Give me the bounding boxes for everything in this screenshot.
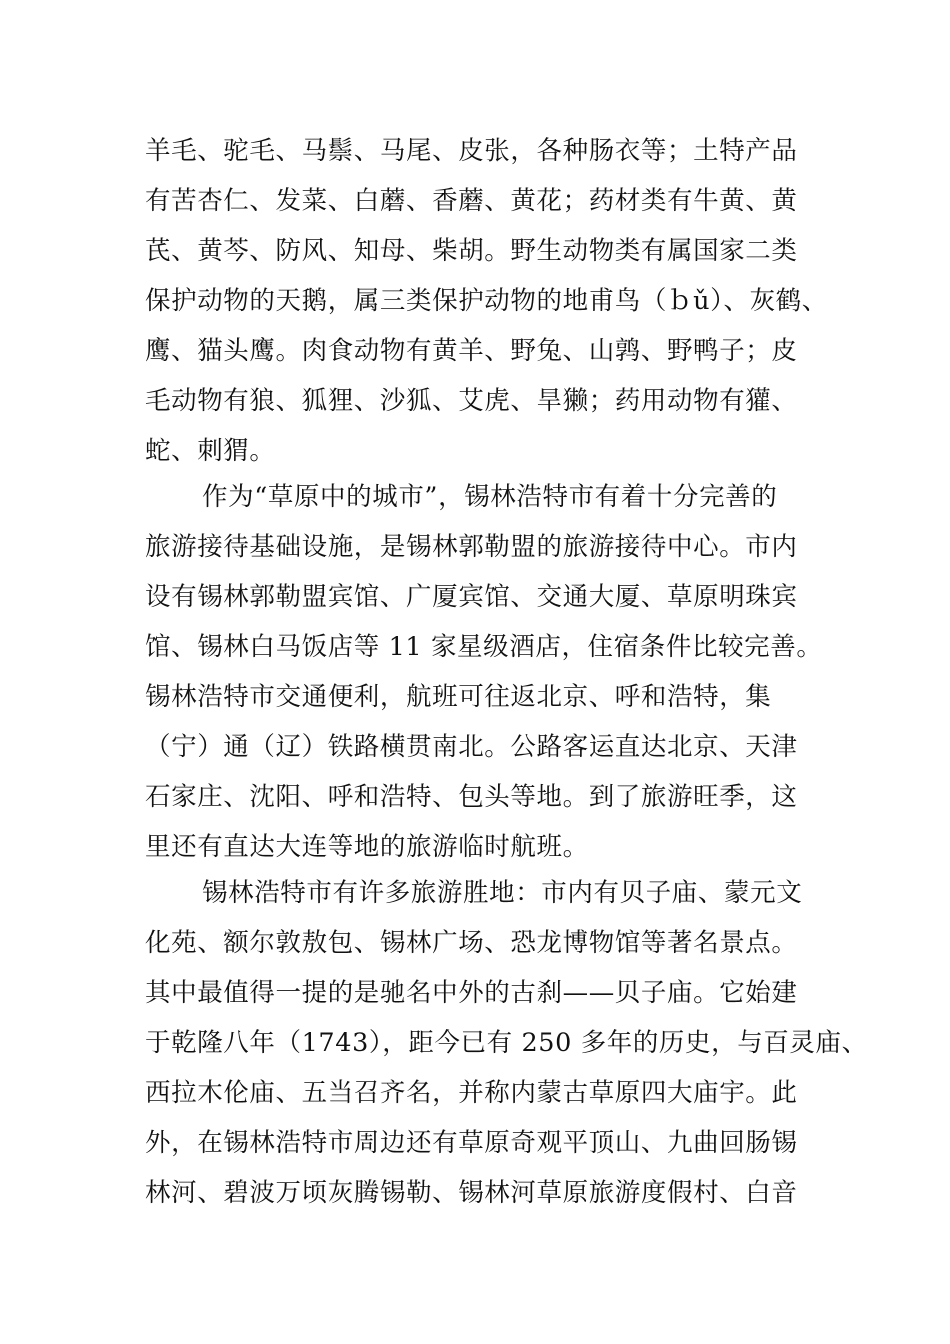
text-line: 林河、碧波万顷灰腾锡勒、锡林河草原旅游度假村、白音 [145, 1178, 798, 1208]
text-line: 里还有直达大连等地的旅游临时航班。 [145, 832, 589, 862]
text-line: 保护动物的天鹅，属三类保护动物的地甫鸟（ｂǔ）、灰鹤、 [145, 286, 828, 316]
text-line: 羊毛、驼毛、马鬃、马尾、皮张，各种肠衣等；土特产品 [145, 136, 798, 166]
text-line: 芪、黄芩、防风、知母、柴胡。野生动物类有属国家二类 [145, 236, 798, 266]
text-line: 化苑、额尔敦敖包、锡林广场、恐龙博物馆等著名景点。 [145, 928, 798, 958]
text-line: 外，在锡林浩特市周边还有草原奇观平顶山、九曲回肠锡 [145, 1128, 798, 1158]
text-line: 馆、锡林白马饭店等 11 家星级酒店，住宿条件比较完善。 [145, 632, 823, 662]
text-line: 毛动物有狼、狐狸、沙狐、艾虎、旱獭；药用动物有獾、 [145, 386, 798, 416]
text-line: 锡林浩特市交通便利，航班可往返北京、呼和浩特，集 [145, 682, 772, 712]
text-line: 其中最值得一提的是驰名中外的古刹——贝子庙。它始建 [145, 978, 798, 1008]
text-line: （宁）通（辽）铁路横贯南北。公路客运直达北京、天津 [145, 732, 798, 762]
text-line: 石家庄、沈阳、呼和浩特、包头等地。到了旅游旺季，这 [145, 782, 798, 812]
paragraph-first-line: 作为“草原中的城市”，锡林浩特市有着十分完善的 [202, 482, 778, 512]
text-line: 西拉木伦庙、五当召齐名，并称内蒙古草原四大庙宇。此 [145, 1078, 798, 1108]
text-line: 于乾隆八年（1743），距今已有 250 多年的历史，与百灵庙、 [145, 1028, 868, 1058]
text-line: 蛇、刺猬。 [145, 436, 276, 466]
text-line: 有苦杏仁、发菜、白蘑、香蘑、黄花；药材类有牛黄、黄 [145, 186, 798, 216]
paragraph-first-line: 锡林浩特市有许多旅游胜地：市内有贝子庙、蒙元文 [202, 878, 803, 908]
text-line: 设有锡林郭勒盟宾馆、广厦宾馆、交通大厦、草原明珠宾 [145, 582, 798, 612]
text-line: 鹰、猫头鹰。肉食动物有黄羊、野兔、山鹑、野鸭子；皮 [145, 336, 798, 366]
text-line: 旅游接待基础设施，是锡林郭勒盟的旅游接待中心。市内 [145, 532, 798, 562]
